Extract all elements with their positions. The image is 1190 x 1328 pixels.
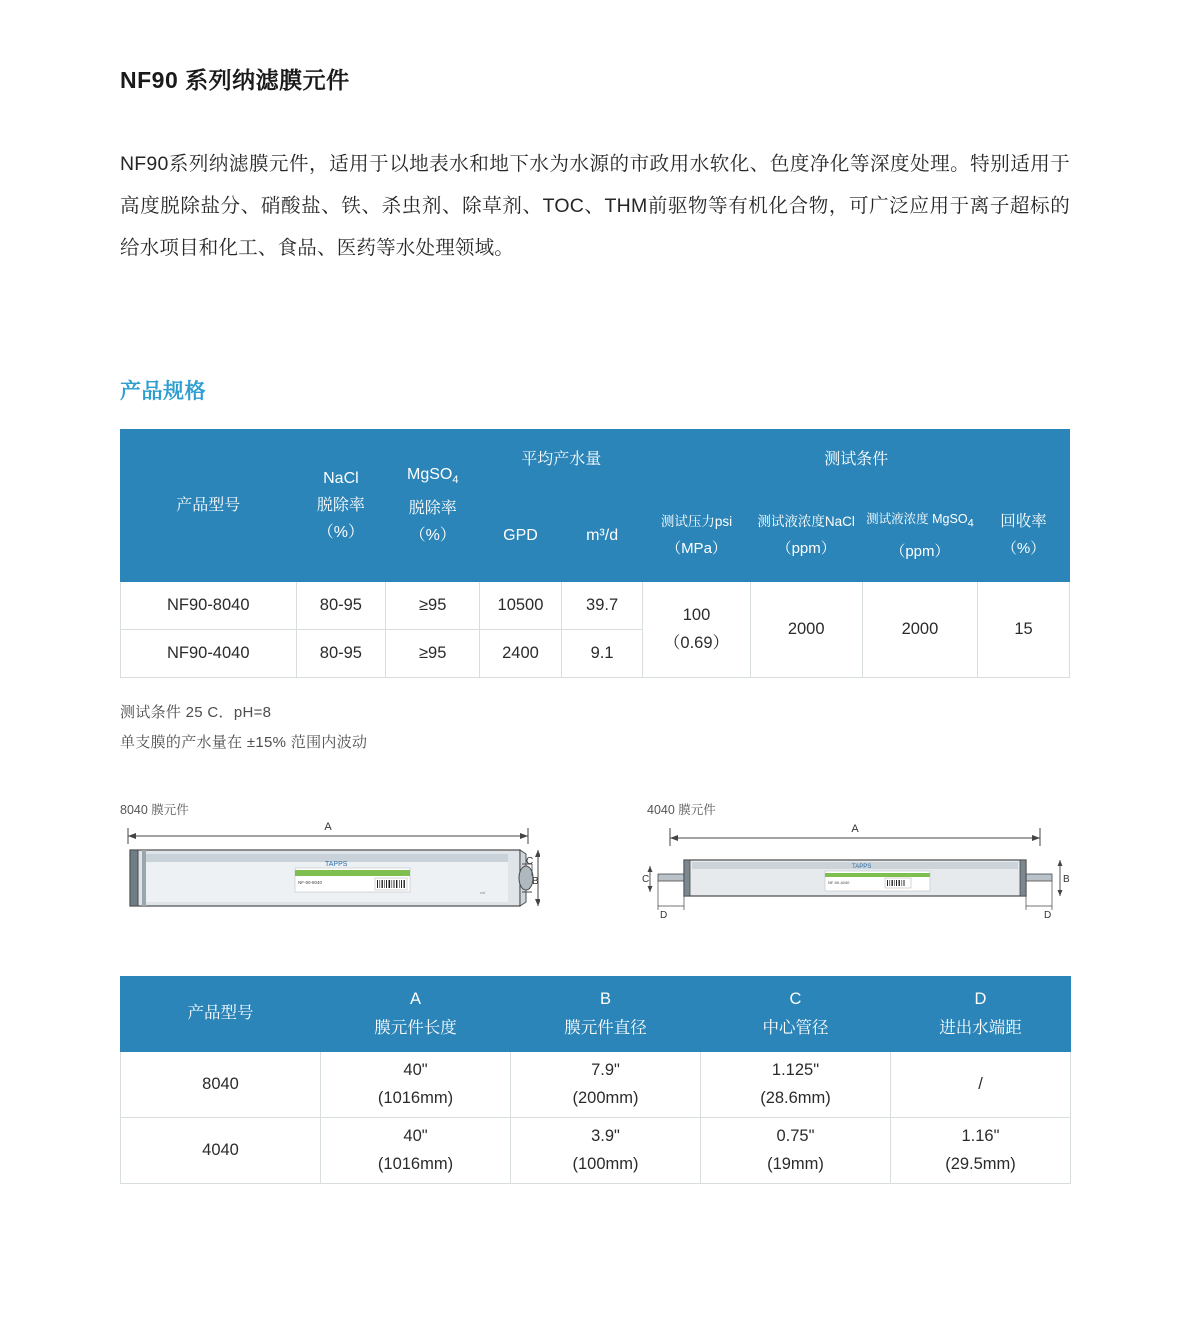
header-recovery [978, 489, 1070, 581]
dim-header-c-letter: C [789, 989, 802, 1008]
header-recovery-line2: （%） [1001, 540, 1046, 557]
cell-mgso4-conc: 2000 [862, 581, 977, 677]
dim-cell-c [701, 1117, 891, 1183]
header-gpd: GPD [480, 489, 562, 581]
diagram-4040-element [640, 814, 1070, 934]
header-recovery-line1: 回收率 [1000, 513, 1047, 530]
table-row [121, 581, 1070, 629]
svg-text:NF-90-4040: NF-90-4040 [828, 879, 850, 885]
dim-cell-b [511, 1051, 701, 1117]
dim-cell-b-mm: (100mm) [572, 1155, 639, 1173]
cell-gpd: 2400 [480, 629, 562, 677]
dim-cell-d-mm: (29.5mm) [945, 1155, 1016, 1173]
dim-cell-c [701, 1051, 891, 1117]
table-row [121, 1051, 1071, 1117]
table-row [121, 1117, 1071, 1183]
svg-text:TAPPS: TAPPS [852, 863, 872, 870]
dim-cell-a [321, 1051, 511, 1117]
product-drawings [120, 800, 1070, 940]
cell-gpd: 10500 [480, 581, 562, 629]
table-notes [120, 698, 1070, 758]
dim-header-c-label: 中心管径 [762, 1018, 829, 1037]
svg-text:D: D [1044, 909, 1052, 921]
cell-mgso4: ≥95 [386, 581, 480, 629]
dim-header-b [511, 976, 701, 1051]
diagram-8040-element [120, 814, 540, 934]
svg-text:D: D [660, 909, 668, 921]
dim-cell-model: 4040 [121, 1117, 321, 1183]
page-title: NF90 系列纳滤膜元件 [120, 67, 350, 93]
svg-text:nsf: nsf [480, 889, 486, 895]
dim-cell-b-in: 7.9" [591, 1061, 620, 1079]
dim-header-d-label: 进出水端距 [939, 1018, 1022, 1037]
dim-cell-b-mm: (200mm) [572, 1089, 639, 1107]
header-model: 产品型号 [121, 429, 297, 581]
cell-test-pressure-value: 100 [682, 606, 711, 624]
header-nacl-line2: 脱除率 [316, 496, 365, 514]
cell-model: NF90-8040 [121, 581, 297, 629]
note-line: 测试条件 25 C．pH=8 [120, 703, 272, 721]
dim-cell-d [891, 1117, 1071, 1183]
svg-text:NF-90-8040: NF-90-8040 [298, 879, 323, 885]
header-test-pressure [643, 489, 750, 581]
header-mgso4-concentration [862, 489, 977, 581]
cell-recovery: 15 [978, 581, 1070, 677]
header-nacl-conc-line1: 测试液浓度NaCl [757, 514, 855, 529]
dim-cell-b [511, 1117, 701, 1183]
svg-text:A: A [851, 822, 859, 835]
dim-cell-a-mm: (1016mm) [377, 1155, 454, 1173]
dim-cell-a [321, 1117, 511, 1183]
dim-header-b-letter: B [599, 989, 611, 1008]
cell-m3d: 39.7 [561, 581, 643, 629]
svg-text:C: C [526, 855, 534, 867]
cell-test-pressure-mpa: （0.69） [663, 634, 730, 652]
header-test-pressure-line1: 测试压力psi [660, 514, 733, 529]
dim-header-a-label: 膜元件长度 [374, 1018, 457, 1037]
cell-model: NF90-4040 [121, 629, 297, 677]
header-test-conditions: 测试条件 [643, 429, 1070, 489]
intro-paragraph: NF90系列纳滤膜元件，适用于以地表水和地下水为水源的市政用水软化、色度净化等深度处理。特别适用于高度脱除盐分、硝酸盐、铁、杀虫剂、除草剂、TOC、THM前驱物等有机化合物，可广泛应用于离子超标的给水项目和化工、食品、医药等水处理领域。 [120, 153, 1070, 259]
cell-m3d: 9.1 [561, 629, 643, 677]
drawing-caption-4040: 4040 膜元件 [647, 802, 716, 817]
header-mgso4 [386, 429, 480, 581]
dim-header-b-label: 膜元件直径 [564, 1018, 647, 1037]
dim-cell-b-in: 3.9" [591, 1127, 620, 1145]
dim-header-d [891, 976, 1071, 1051]
dim-cell-a-in: 40" [403, 1127, 428, 1145]
dim-cell-c-in: 1.125" [771, 1061, 820, 1079]
svg-text:B: B [1063, 873, 1070, 885]
header-mgso4-conc-line1: 测试液浓度 MgSO [866, 512, 968, 527]
dim-cell-a-mm: (1016mm) [377, 1089, 454, 1107]
svg-text:TAPPS: TAPPS [325, 860, 348, 868]
header-mgso4-conc-subscript: 4 [967, 517, 974, 530]
cell-nacl: 80-95 [296, 581, 386, 629]
dim-cell-c-in: 0.75" [776, 1127, 815, 1145]
header-test-pressure-line2: （MPa） [666, 540, 727, 557]
header-mgso4-subscript: 4 [452, 474, 459, 487]
section-title-specs: 产品规格 [120, 379, 206, 403]
dim-cell-c-mm: (28.6mm) [760, 1089, 831, 1107]
dim-header-d-letter: D [974, 989, 987, 1008]
header-avg-flow: 平均产水量 [480, 429, 643, 489]
specification-table [120, 429, 1070, 678]
svg-text:A: A [324, 820, 332, 833]
svg-text:B: B [532, 875, 539, 887]
header-nacl-concentration [750, 489, 862, 581]
dim-cell-d [891, 1051, 1071, 1117]
cell-nacl: 80-95 [296, 629, 386, 677]
cell-nacl-conc: 2000 [750, 581, 862, 677]
header-mgso4-conc-line2: （ppm） [890, 542, 950, 560]
dim-header-row [121, 976, 1071, 1051]
cell-mgso4: ≥95 [386, 629, 480, 677]
header-nacl-line1: NaCl [323, 469, 359, 487]
dim-cell-model: 8040 [121, 1051, 321, 1117]
header-mgso4-line2: 脱除率 [408, 499, 457, 517]
dimension-table [120, 976, 1071, 1184]
dim-cell-c-mm: (19mm) [767, 1155, 824, 1173]
header-m3d: m³/d [561, 489, 643, 581]
dim-header-a [321, 976, 511, 1051]
table-header-row [121, 429, 1070, 489]
header-mgso4-line1: MgSO [406, 466, 453, 484]
svg-text:C: C [642, 873, 650, 885]
note-line: 单支膜的产水量在 ±15% 范围内波动 [120, 733, 368, 751]
drawing-caption-8040: 8040 膜元件 [120, 802, 189, 817]
dim-cell-a-in: 40" [403, 1061, 428, 1079]
cell-test-pressure [643, 581, 750, 677]
header-nacl-conc-line2: （ppm） [776, 540, 836, 557]
dim-header-model: 产品型号 [121, 976, 321, 1051]
dim-cell-d-in: / [978, 1075, 983, 1093]
header-mgso4-line3: （%） [409, 526, 456, 544]
dim-header-c [701, 976, 891, 1051]
dim-cell-d-in: 1.16" [961, 1127, 1000, 1145]
header-nacl-line3: （%） [317, 523, 364, 541]
header-nacl [296, 429, 386, 581]
dim-header-a-letter: A [409, 989, 421, 1008]
